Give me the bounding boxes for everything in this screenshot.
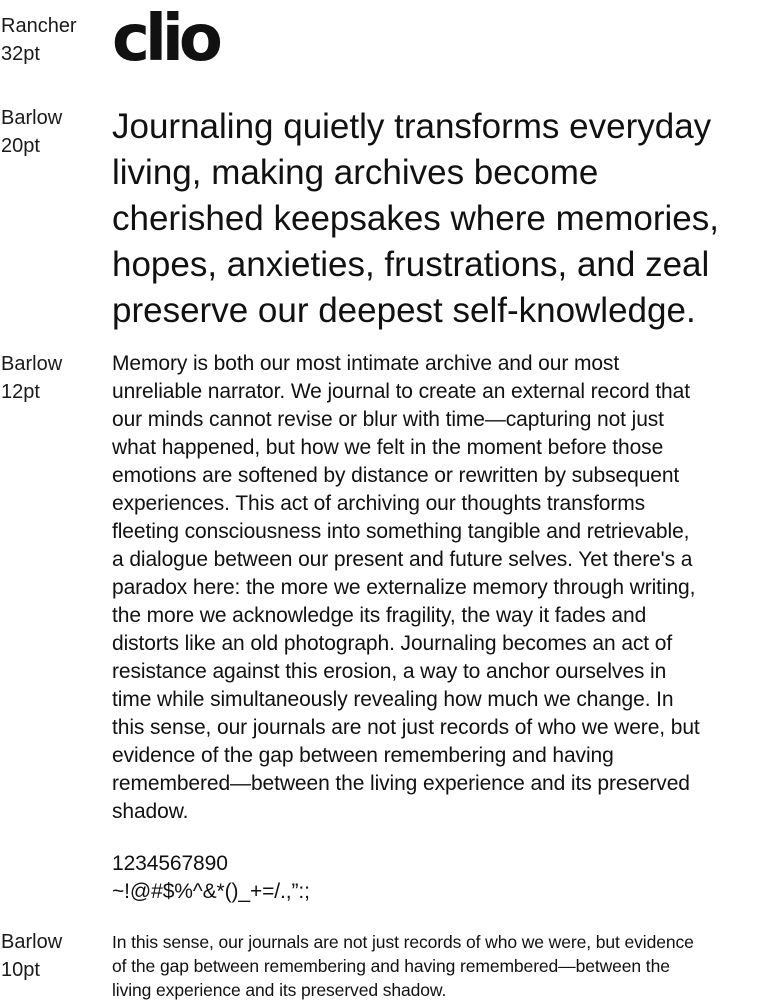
font-name: Barlow [1, 353, 63, 375]
font-size: 20pt [1, 135, 40, 157]
specimen-sample-text [112, 350, 770, 906]
sample-line: of the gap between remembering and having remembered—between the [112, 956, 670, 976]
symbols: ~!@#$%^&*()_+=/.,”:; [112, 880, 310, 903]
specimen-label [1, 350, 101, 406]
specimen-sample [112, 2, 770, 76]
sample-line: this sense, our journals are not just records of who we were, but [112, 716, 700, 739]
sample-line: preserve our deepest self-knowledge. [112, 291, 696, 330]
font-name: Barlow [1, 931, 63, 953]
sample-line: Memory is both our most intimate archive and our most [112, 352, 620, 375]
font-size: 10pt [1, 959, 40, 981]
sample-line: Journaling quietly transforms everyday [112, 107, 712, 146]
sample-line: unreliable narrator. We journal to create an external record that [112, 380, 690, 403]
sample-line: experiences. This act of archiving our thoughts transforms [112, 492, 646, 515]
sample-line: the more we acknowledge its fragility, the way it fades and [112, 604, 647, 627]
specimen-label [1, 12, 101, 68]
sample-line: living, making archives become [112, 153, 599, 192]
sample-line: a dialogue between our present and future selves. Yet there's a [112, 548, 693, 571]
sample-line: paradox here: the more we externalize memory through writing, [112, 576, 696, 599]
sample-line: fleeting consciousness into something tangible and retrievable, [112, 520, 690, 543]
sample-line: emotions are softened by distance or rewritten by subsequent [112, 464, 680, 487]
sample-line: In this sense, our journals are not just records of who we were, but evidence [112, 932, 694, 952]
sample-line: living experience and its preserved shadow. [112, 980, 447, 1000]
sample-line: distorts like an old photograph. Journaling becomes an act of [112, 632, 673, 655]
sample-line: evidence of the gap between remembering and having [112, 744, 614, 767]
sample-line: time while simultaneously revealing how much we change. In [112, 688, 674, 711]
sample-line: cherished keepsakes where memories, [112, 199, 719, 238]
clio-logo: clio [112, 2, 218, 76]
specimen-rancher-32 [0, 2, 778, 76]
font-name: Rancher [1, 15, 77, 37]
font-size: 32pt [1, 43, 40, 65]
specimen-label [1, 104, 101, 160]
numerals: 1234567890 [112, 852, 228, 875]
sample-line: hopes, anxieties, frustrations, and zeal [112, 245, 710, 284]
specimen-label [1, 928, 101, 984]
sample-line: what happened, but how we felt in the moment before those [112, 436, 664, 459]
spacer [112, 826, 770, 850]
font-size: 12pt [1, 381, 40, 403]
sample-line: remembered—between the living experience and its preserved [112, 772, 690, 795]
sample-line: our minds cannot revise or blur with time—capturing not just [112, 408, 664, 431]
sample-line: shadow. [112, 800, 189, 823]
font-name: Barlow [1, 107, 63, 129]
specimen-sample-text [112, 930, 770, 1002]
sample-line: resistance against this erosion, a way to anchor ourselves in [112, 660, 667, 683]
specimen-sample-text [112, 104, 770, 334]
